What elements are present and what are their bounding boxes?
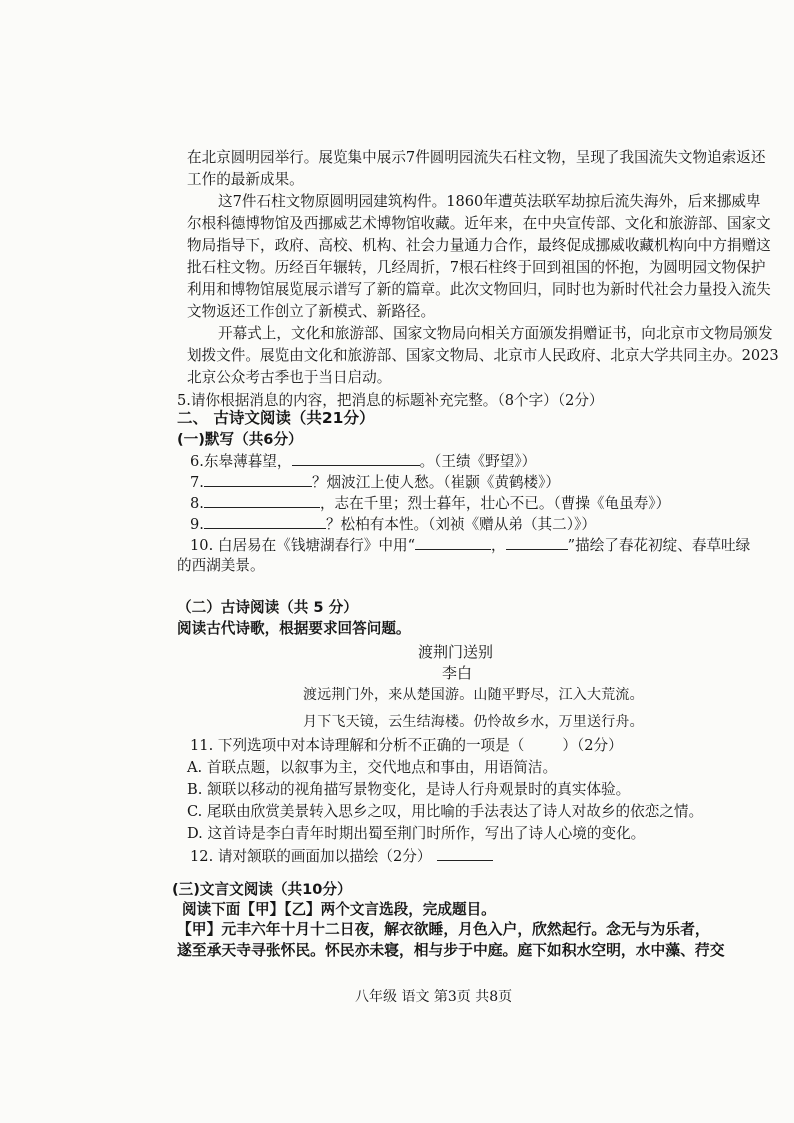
q11-option-a: A. 首联点题，以叙事为主，交代地点和事由，用语简洁。 bbox=[187, 759, 558, 776]
q11-option-d: D. 这首诗是李白青年时期出蜀至荆门时所作，写出了诗人心境的变化。 bbox=[187, 825, 646, 842]
section-2-heading: 二、 古诗文阅读（共21分） bbox=[177, 409, 375, 427]
passage-line: 尔根科德博物馆及西挪威艺术博物馆收藏。近年来，在中央宣传部、文化和旅游部、国家文 bbox=[187, 215, 771, 232]
part-3-instruction: 阅读下面【甲】【乙】两个文言选段，完成题目。 bbox=[182, 901, 496, 918]
part-2-heading: （二）古诗阅读（共 5 分） bbox=[177, 599, 358, 616]
question-7: 7. ？烟波江上使人愁。（崔颢《黄鹤楼》） bbox=[190, 474, 561, 491]
passage-line: 北京公众考古季也于当日启动。 bbox=[187, 369, 392, 386]
poem-title: 渡荆门送别 bbox=[418, 643, 494, 661]
q11-option-b: B. 颔联以移动的视角描写景物变化，是诗人行舟观景时的真实体验。 bbox=[187, 781, 631, 798]
part-3-heading: (三)文言文阅读（共10分） bbox=[172, 881, 352, 898]
question-12: 12. 请对颔联的画面加以描绘（2分） bbox=[190, 846, 493, 867]
passage-line: 物局指导下，政府、高校、机构、社会力量通力合作，最终促成挪威收藏机构向中方捐赠这 bbox=[187, 237, 771, 254]
poem-line: 渡远荆门外，来从楚国游。山随平野尽，江入大荒流。 bbox=[303, 687, 644, 703]
q8-answer-blank[interactable] bbox=[204, 493, 320, 508]
passage-line: 文物返还工作创立了新模式、新路径。 bbox=[187, 303, 436, 320]
q9-answer-blank[interactable] bbox=[204, 514, 326, 529]
question-5: 5.请你根据消息的内容，把消息的标题补充完整。（8个字）（2分） bbox=[177, 392, 604, 409]
poem-line: 月下飞天镜，云生结海楼。仍怜故乡水，万里送行舟。 bbox=[303, 714, 644, 730]
poem-author: 李白 bbox=[442, 664, 473, 682]
passage-line: 工作的最新成果。 bbox=[187, 171, 304, 188]
passage-line: 利用和博物馆展览展示谱写了新的篇章。此次文物回归，同时也为新时代社会力量投入流失 bbox=[187, 281, 771, 298]
q12-answer-blank[interactable] bbox=[437, 846, 493, 861]
passage-line: 这7件石柱文物原圆明园建筑构件。1860年遭英法联军劫掠后流失海外，后来挪威卑 bbox=[218, 193, 761, 210]
q11-option-c: C. 尾联由欣赏美景转入思乡之叹，用比喻的手法表达了诗人对故乡的依恋之情。 bbox=[187, 803, 704, 820]
q10-answer-blank-1[interactable] bbox=[415, 535, 491, 550]
passage-line: 在北京圆明园举行。展览集中展示7件圆明园流失石柱文物，呈现了我国流失文物追索返还 bbox=[187, 149, 766, 166]
q7-answer-blank[interactable] bbox=[204, 472, 312, 487]
page-footer: 八年级 语文 第3页 共8页 bbox=[355, 989, 513, 1005]
question-10-line-2: 的西湖美景。 bbox=[177, 557, 265, 574]
question-9: 9. ？松柏有本性。（刘祯《赠从弟（其二）》） bbox=[190, 516, 596, 533]
question-10: 10. 白居易在《钱塘湖春行》中用“ ， ”描绘了春花初绽、春草吐绿 bbox=[190, 537, 751, 554]
question-8: 8. ，志在千里；烈士暮年，壮心不已。（曹操《龟虽寿》） bbox=[190, 495, 671, 512]
part-2-instruction: 阅读古代诗歌，根据要求回答问题。 bbox=[177, 620, 411, 637]
passage-line: 划拨文件。展览由文化和旅游部、国家文物局、北京市人民政府、北京大学共同主办。2023 bbox=[187, 347, 779, 364]
classical-text-line: 遂至承天寺寻张怀民。怀民亦未寝，相与步于中庭。庭下如积水空明，水中藻、荇交 bbox=[177, 942, 725, 959]
question-11: 11. 下列选项中对本诗理解和分析不正确的一项是（ ）（2分） bbox=[190, 737, 623, 754]
q10-answer-blank-2[interactable] bbox=[506, 535, 568, 550]
passage-line: 批石柱文物。历经百年辗转，几经周折，7根石柱终于回到祖国的怀抱，为圆明园文物保护 bbox=[187, 259, 766, 276]
q6-answer-blank[interactable] bbox=[292, 451, 420, 466]
classical-text-line: 【甲】元丰六年十月十二日夜，解衣欲睡，月色入户，欣然起行。念无与为乐者， bbox=[177, 921, 710, 938]
part-1-heading: (一)默写（共6分） bbox=[177, 431, 303, 448]
passage-line: 开幕式上，文化和旅游部、国家文物局向相关方面颁发捐赠证书，向北京市文物局颁发 bbox=[218, 325, 773, 342]
question-6: 6.东皋薄暮望， 。（王绩《野望》） bbox=[190, 453, 537, 470]
